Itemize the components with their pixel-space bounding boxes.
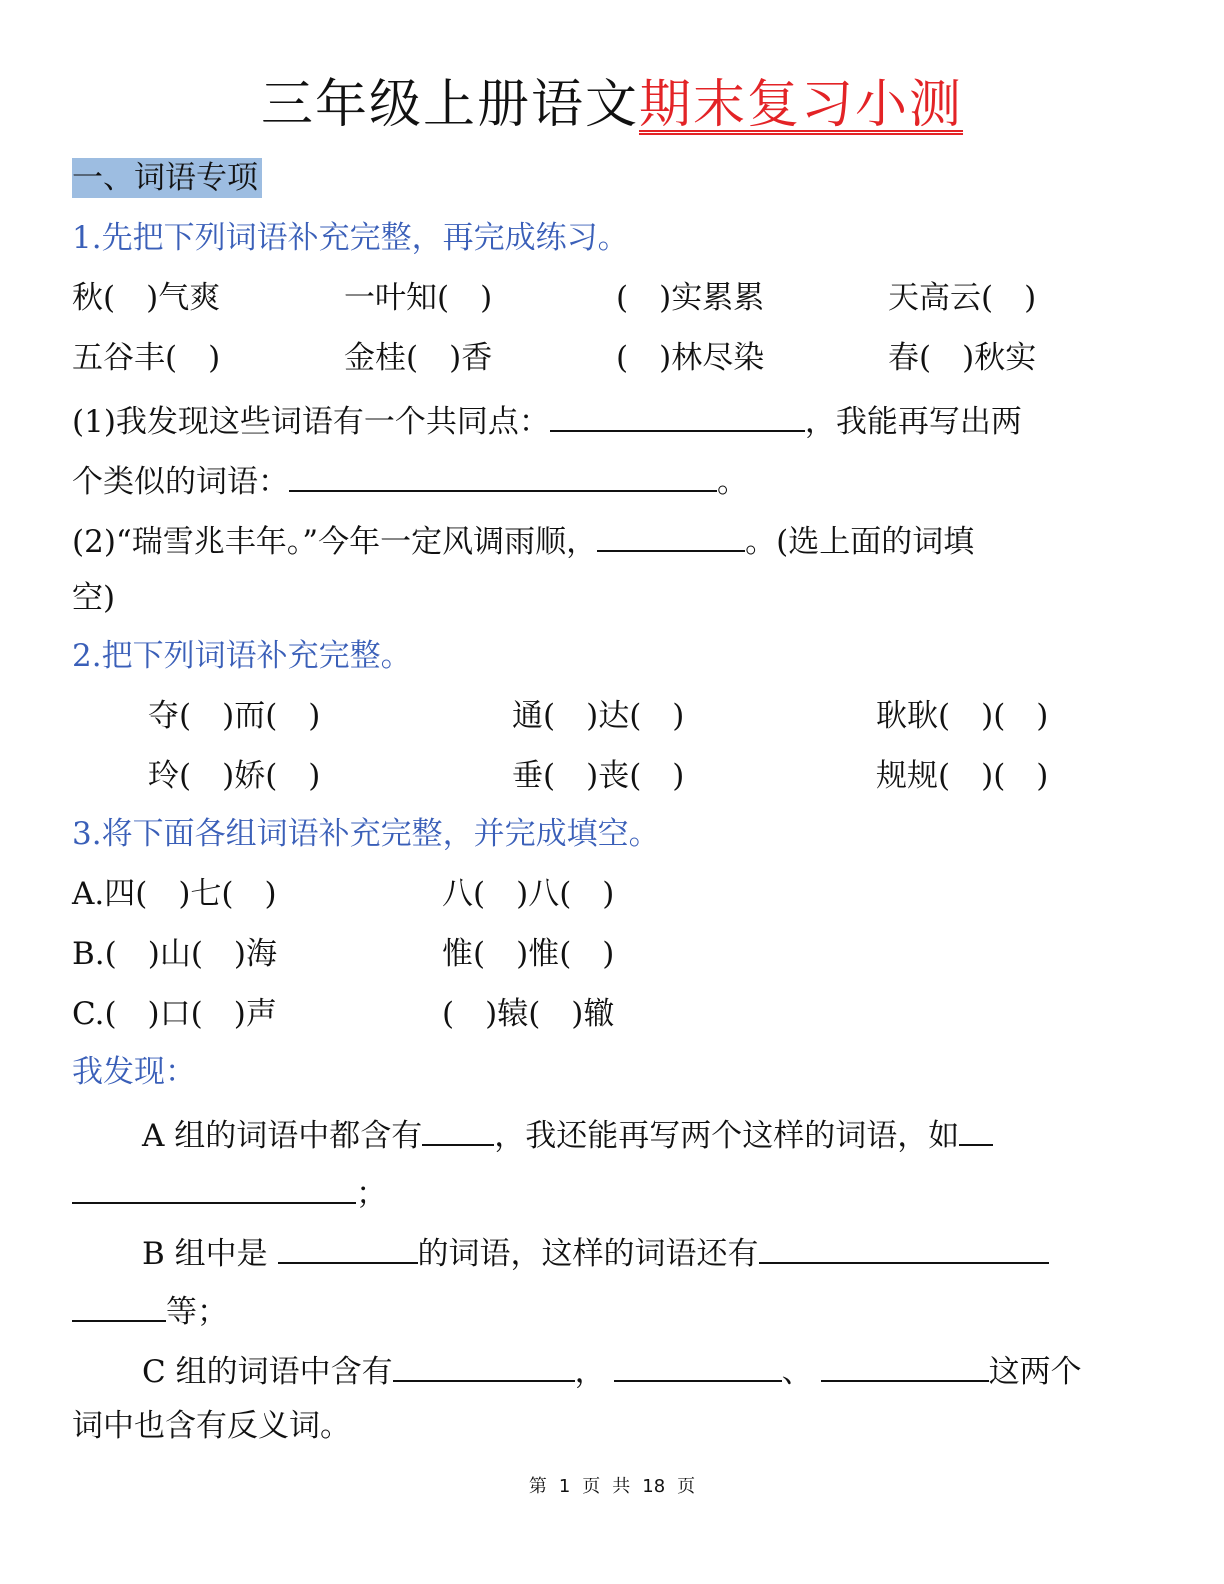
discover-c-text4: 这两个 [988,1354,1082,1390]
idiom-cell: 耿耿( )( ) [876,698,1049,734]
idiom-cell: 天高云( ) [888,280,1037,316]
footer-text: 页 [582,1476,601,1497]
answer-blank[interactable] [278,1228,418,1264]
idiom-cell: 通( )达( ) [512,698,685,734]
q1-part1-text: (1)我发现这些词语有一个共同点： [72,404,550,440]
footer-text: 共 [612,1476,631,1497]
discover-b-text3: 等； [166,1294,228,1330]
title-black: 三年级上册语文 [260,75,639,135]
idiom-cell: 五谷丰( ) [72,340,221,376]
q1-part2-text: (2)“瑞雪兆丰年。”今年一定风调雨顺， [72,524,598,560]
q1-heading: 1.先把下列词语补充完整，再完成练习。 [72,220,629,256]
idiom-cell: 八( )八( ) [442,876,615,912]
idiom-cell: 惟( )惟( ) [442,936,615,972]
idiom-cell: ( )林尽染 [616,340,765,376]
q1-part2-line1 [72,516,974,564]
footer-total-pages: 18 [642,1476,666,1497]
discover-a-line1 [142,1110,993,1158]
answer-blank[interactable] [72,1286,166,1322]
idiom-cell: 秋( )气爽 [72,280,221,316]
discover-b-line2 [72,1286,228,1334]
q1-part1-line1 [72,396,1022,444]
idiom-cell: 玲( )娇( ) [148,758,321,794]
idiom-cell: 夺( )而( ) [148,698,321,734]
q1-part1-text2: ，我能再写出两 [804,404,1022,440]
answer-blank[interactable] [959,1110,993,1146]
footer-text: 页 [677,1476,696,1497]
answer-blank[interactable] [72,1168,356,1204]
discover-heading: 我发现： [72,1054,196,1090]
answer-blank[interactable] [759,1228,1049,1264]
q1-part1-text4: 。 [717,464,748,500]
discover-c-line2: 词中也含有反义词。 [72,1408,351,1444]
idiom-cell: 金桂( )香 [344,340,493,376]
answer-blank[interactable] [422,1110,494,1146]
answer-blank[interactable] [821,1346,989,1382]
idiom-cell: B.( )山( )海 [72,936,278,972]
idiom-cell: 垂( )丧( ) [512,758,685,794]
answer-blank[interactable] [289,456,717,492]
discover-b-text: B 组中是 [142,1236,268,1272]
idiom-cell: 春( )秋实 [888,340,1037,376]
idiom-cell: 一叶知( ) [344,280,493,316]
discover-c-text: C 组的词语中含有 [142,1354,393,1390]
q1-part1-line2 [72,456,748,504]
idiom-cell: ( )实累累 [616,280,765,316]
q1-part1-text3: 个类似的词语： [72,464,289,500]
footer-page-number: 1 [558,1476,571,1497]
q1-part2-text2: 。(选上面的词填 [745,524,975,560]
discover-c-line1 [142,1346,1082,1394]
discover-a-line2 [72,1168,387,1216]
discover-c-text2: ， [574,1354,606,1390]
idiom-cell: ( )辕( )辙 [442,996,615,1032]
q1-part2-line2: 空) [72,580,116,616]
answer-blank[interactable] [393,1346,575,1382]
q3-heading: 3.将下面各组词语补充完整，并完成填空。 [72,816,660,852]
page-footer [0,1474,1224,1500]
section-heading [72,156,262,200]
idiom-cell: C.( )口( )声 [72,996,277,1032]
footer-text: 第 [528,1476,547,1497]
idiom-cell: 规规( )( ) [876,758,1049,794]
section-label: 一、词语专项 [72,158,262,198]
answer-blank[interactable] [614,1346,782,1382]
idiom-cell: A.四( )七( ) [72,876,277,912]
discover-a-text2: ，我还能再写两个这样的词语，如 [494,1118,960,1154]
discover-a-text: A 组的词语中都含有 [142,1118,423,1154]
title-red: 期末复习小测 [639,75,964,135]
discover-b-line1 [142,1228,1049,1276]
answer-blank[interactable] [550,396,805,432]
discover-c-text3: 、 [781,1354,813,1390]
q2-heading: 2.把下列词语补充完整。 [72,638,412,674]
discover-b-text2: 的词语，这样的词语还有 [417,1236,759,1272]
answer-blank[interactable] [597,516,745,552]
discover-a-text3: ； [356,1176,387,1212]
page-title [0,70,1224,140]
